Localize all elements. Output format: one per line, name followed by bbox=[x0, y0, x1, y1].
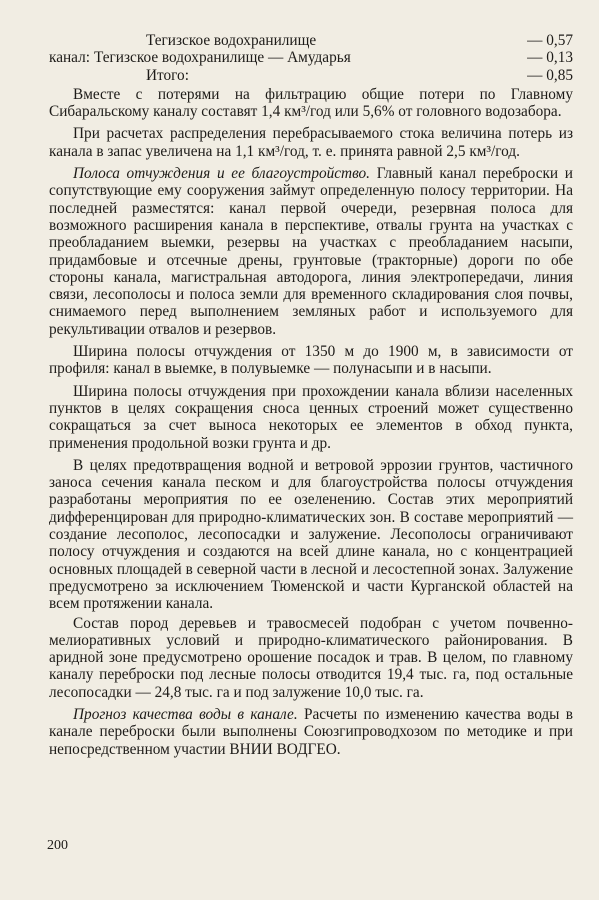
paragraph-text: Расчеты по изменению качества воды в канале переброски были выполнены Союзгипроводхозом по методике и при непосредственном участии ВНИИ ВОДГЕО. bbox=[49, 705, 573, 758]
losses-row-prefix bbox=[49, 32, 94, 49]
losses-row-prefix: канал: bbox=[49, 49, 90, 67]
paragraph bbox=[49, 457, 573, 613]
paragraph bbox=[49, 615, 573, 701]
paragraph bbox=[49, 383, 573, 452]
losses-row bbox=[49, 49, 573, 66]
losses-row-value: — 0,57 bbox=[527, 32, 573, 49]
paragraph-text: В целях предотвращения водной и ветровой эррозии грунтов, частичного заноса сечения канала песком и для благоустройства полосы отчуждения разработаны мероприятия по ее озеленению. Состав этих мероприятий дифференцирован для природно-климатических зон. В составе мероприятий — создание лесополос, лесопосадки и залужение. Лесополосы ограничивают полосу отчуждения и создаются на всей длине канала, но с концентрацией основных площадей в северной части в лесной и лесостепной зонах. Залужение предусмотрено за исключением Тюменской и части Курганской областей на всем протяжении канала. bbox=[49, 456, 573, 613]
losses-row-value: — 0,85 bbox=[527, 66, 573, 84]
section-paragraph-water-quality bbox=[49, 706, 573, 758]
losses-row bbox=[49, 32, 573, 49]
paragraph-text: Состав пород деревьев и травосмесей подобран с учетом почвенно-мелиоративных условий и природно-климатического районирования. В аридной зоне предусмотрено орошение посадок и трав. В целом, по главному каналу переброски под лесные полосы отводится 19,4 тыс. га, под остальные лесопосадки — 24,8 тыс. га и под залужение 10,0 тыс. га. bbox=[49, 614, 573, 701]
losses-row-label: Тегизское водохранилище — Амударья bbox=[93, 49, 351, 67]
page-body bbox=[49, 32, 573, 760]
paragraph-text: Вместе с потерями на фильтрацию общие потери по Главному Сибаральскому каналу составят 1,4 км³/год или 5,6% от головного водозабора. bbox=[49, 85, 573, 121]
paragraph-text: Ширина полосы отчуждения при прохождении канала вблизи населенных пунктов в целях сокращения сноса ценных строений может существенно сокращаться за счет выноса некоторых ее элементов в обход пункта, применения продольной возки грунта и др. bbox=[49, 382, 573, 452]
paragraph bbox=[49, 343, 573, 378]
losses-row-prefix bbox=[49, 67, 94, 84]
section-paragraph-exclusion-zone bbox=[49, 165, 573, 338]
losses-total-row bbox=[49, 67, 573, 84]
losses-row-label: Итого: bbox=[145, 66, 189, 84]
losses-table bbox=[49, 32, 573, 84]
page-number: 200 bbox=[47, 838, 68, 853]
losses-row-label: Тегизское водохранилище bbox=[145, 32, 317, 49]
paragraph bbox=[49, 86, 573, 121]
section-heading-water-quality: Прогноз качества воды в канале. bbox=[73, 705, 298, 723]
paragraph-text: Ширина полосы отчуждения от 1350 м до 1900 м, в зависимости от профиля: канал в выемке, в полувыемке — полунасыпи и в насыпи. bbox=[49, 343, 573, 378]
paragraph-text: При расчетах распределения перебрасываемого стока величина потерь из канала в запас увеличена на 1,1 км³/год, т. е. принята равной 2,5 км³/год. bbox=[49, 125, 573, 160]
losses-row-value: — 0,13 bbox=[527, 49, 573, 67]
paragraph bbox=[49, 125, 573, 160]
paragraph-text: Главный канал переброски и сопутствующие ему сооружения займут определенную полосу территории. На последней разместятся: канал первой очереди, резервная полоса для возможного расширения канала в перспективе, отвалы грунта на участках с преобладанием выемки, резервы на участках с преобладанием насыпи, придамбовые и отсечные дрены, грунтовые (тракторные) дороги по обе стороны канала, магистральная автодорога, линия электропередачи, линия связи, лесополосы и полоса земли для временного складирования слоя почвы, снимаемого перед выполнением земляных работ и используемого для рекультивации отвалов и резервов. bbox=[49, 165, 573, 338]
section-heading-exclusion-zone: Полоса отчуждения и ее благоустройство. bbox=[73, 165, 371, 183]
